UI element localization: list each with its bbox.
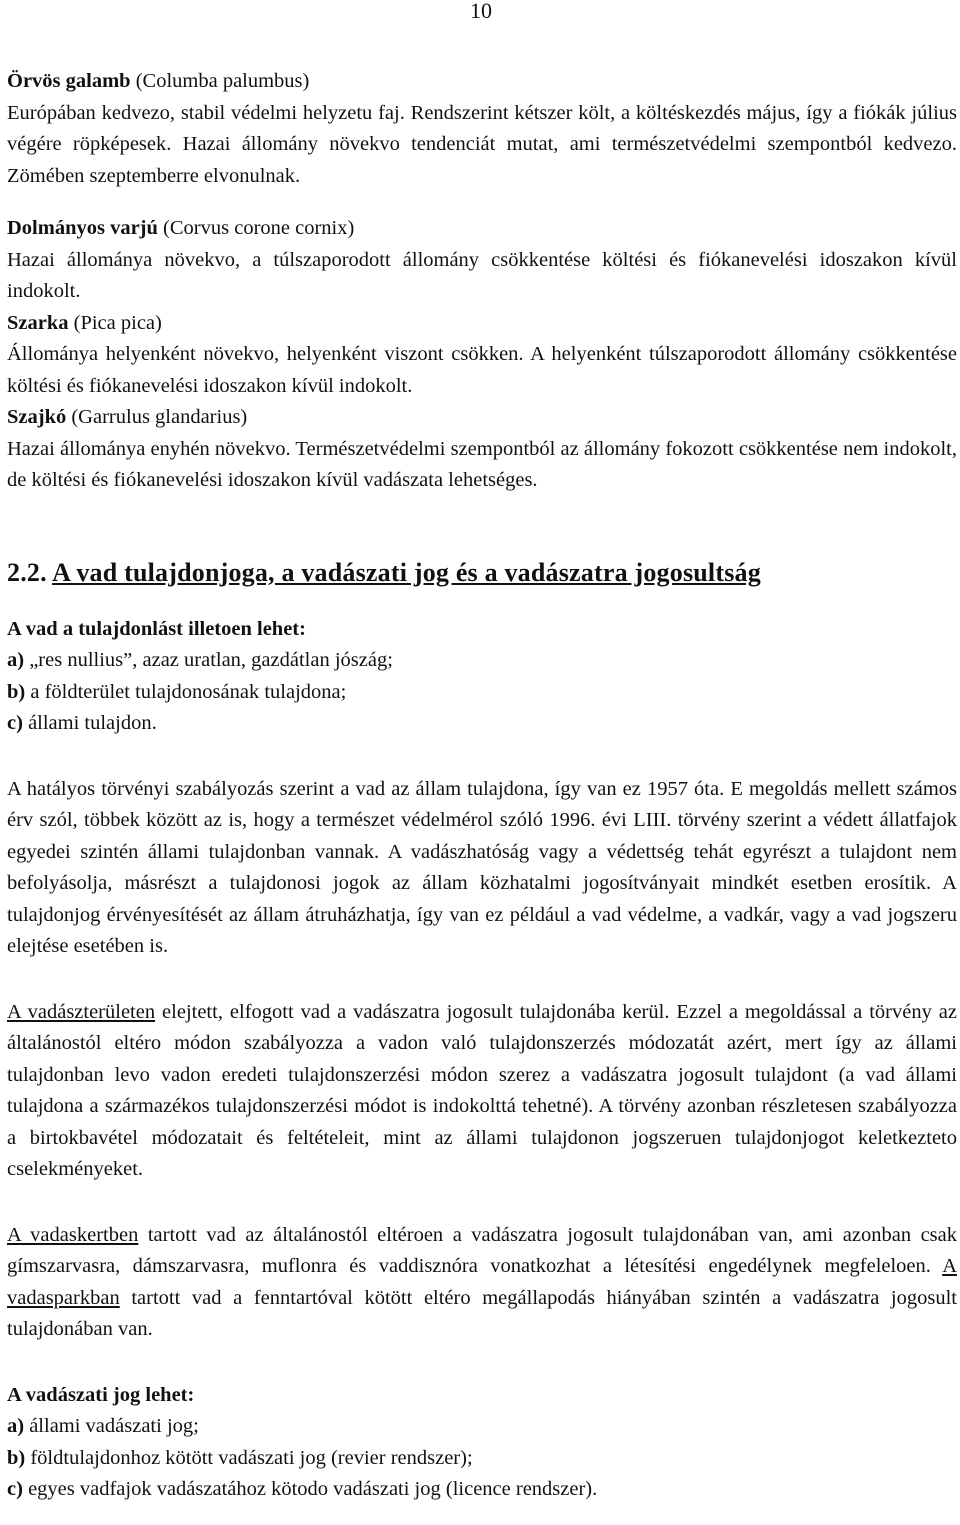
underlined-term: A vadaskertben: [7, 1223, 139, 1246]
ownership-heading-text: A vad a tulajdonlást illetoen lehet:: [7, 617, 306, 640]
paragraph-game-enclosure: [7, 1220, 957, 1346]
list-item-text: „res nullius”, azaz uratlan, gazdátlan jószág;: [24, 649, 393, 671]
bird-latin-name: (Corvus corone cornix): [157, 217, 355, 239]
section-title: [7, 557, 957, 589]
list-item-text: földtulajdonhoz kötött vadászati jog (revier rendszer);: [25, 1446, 473, 1469]
list-item: [7, 1443, 957, 1475]
list-item-text: a földterület tulajdonosának tulajdona;: [25, 680, 347, 703]
section-number: 2.2.: [7, 557, 47, 587]
bird-description: Európában kedvezo, stabil védelmi helyzetu faj. Rendszerint kétszer költ, a költéskezdés május, így a fiókák július végére röpképesek. Hazai állomány növekvo tendenciát mutat, ami természetvédelmi szempontból kedvezo. Zömében szeptemberre elvonulnak.: [7, 101, 957, 187]
section-title-text: A vad tulajdonjoga, a vadászati jog és a vadászatra jogosultság: [52, 557, 761, 587]
bird-name: Szarka: [7, 311, 69, 334]
list-marker: c): [7, 712, 23, 734]
list-marker: b): [7, 680, 26, 703]
list-item-text: állami vadászati jog;: [24, 1415, 199, 1437]
bird-name: Örvös galamb: [7, 70, 131, 92]
bird-description: Hazai állománya növekvo, a túlszaporodott állomány csökkentése költési és fiókanevelési idoszakon kívül indokolt.: [7, 248, 957, 302]
list-item: [7, 645, 957, 677]
bird-heading-szajko: [7, 402, 957, 434]
bird-name: Szajkó: [7, 406, 67, 428]
bird-heading-orvos-galamb: [7, 66, 957, 98]
list-marker: a): [7, 1415, 25, 1437]
paragraph-hunting-area: [7, 997, 957, 1186]
list-item: [7, 708, 957, 740]
paragraph-text: tartott vad a fenntartóval kötött eltéro megállapodás hiányában szintén a vadászatra jogosult tulajdonában van.: [7, 1286, 957, 1340]
page-number: 10: [470, 0, 492, 23]
paragraph-state-ownership: A hatályos törvényi szabályozás szerint a vad az állam tulajdona, így van ez 1957 óta. E megoldás mellett számos érv szól, többek között az is, hogy a természet védelmérol szóló 1996. évi LIII. törvény szerint a védett állatfajok egyedei szintén állami tulajdonban vannak. A vadászhatóság vagy a védettség tehát egyrészt a tulajdont nem befolyásolja, másrészt a tulajdonosi jogok az állam közhatalmi jogosítványait mindkét esetben erosítik. A tulajdonjog érvényesítését az állam átruházhatja, így van ez például a vad védelme, a vadkár, vagy a vad jogszeru elejtése esetében is.: [7, 777, 957, 957]
paragraph-text: tartott vad az általánostól eltéroen a vadászatra jogosult tulajdonában van, ami azonban csak gímszarvasra, dámszarvasra, muflonra és vaddisznóra vonatkozhat a létesítési engedélynek megfeleloen.: [7, 1223, 958, 1277]
underlined-term: A vadászterületen: [7, 1000, 156, 1023]
list-marker: b): [7, 1446, 26, 1469]
hunting-right-heading: [7, 1380, 957, 1412]
list-marker: c): [7, 1478, 23, 1500]
bird-heading-szarka: [7, 308, 957, 340]
bird-latin-name: (Pica pica): [68, 311, 162, 334]
ownership-heading: [7, 614, 957, 646]
list-item: [7, 1474, 957, 1506]
list-item: [7, 1411, 957, 1443]
bird-latin-name: (Garrulus glandarius): [66, 406, 248, 428]
document-body: [7, 66, 957, 1506]
hunting-right-heading-text: A vadászati jog lehet:: [7, 1383, 195, 1406]
underlined-term: A vadasparkban: [7, 1255, 957, 1309]
bird-latin-name: (Columba palumbus): [130, 70, 310, 92]
bird-name: Dolmányos varjú: [7, 217, 158, 239]
list-item-text: állami tulajdon.: [22, 712, 157, 734]
bird-heading-dolmanyos-varju: [7, 213, 957, 245]
paragraph-text: elejtett, elfogott vad a vadászatra jogosult tulajdonába kerül. Ezzel a megoldással a törvény az általánostól eltéro módon szabályozza a vadon való tulajdonszerzés módozatát azért, mert így az állami tulajdonban levo vadon eredeti tulajdonszerzési módon szerez a vadászatra jogosult tulajdont (a vad állami tulajdona a származékos tulajdonszerzési módot is indokolttá tehetné). A törvény azonban részletesen szabályozza a birtokbavétel módozatait és feltételeit, mint az állami tulajdonon jogszeruen tulajdonjogot keletkezteto cselekményeket.: [7, 1000, 957, 1180]
list-item: [7, 677, 957, 709]
list-item-text: egyes vadfajok vadászatához kötodo vadászati jog (licence rendszer).: [22, 1478, 598, 1500]
list-marker: a): [7, 649, 25, 671]
bird-description: Hazai állománya enyhén növekvo. Természetvédelmi szempontból az állomány fokozott csökkentése nem indokolt, de költési és fiókanevelési idoszakon kívül vadászata lehetséges.: [7, 437, 957, 491]
bird-description: Állománya helyenként növekvo, helyenként viszont csökken. A helyenként túlszaporodott állomány csökkentése költési és fiókanevelési idoszakon kívül indokolt.: [7, 343, 957, 397]
